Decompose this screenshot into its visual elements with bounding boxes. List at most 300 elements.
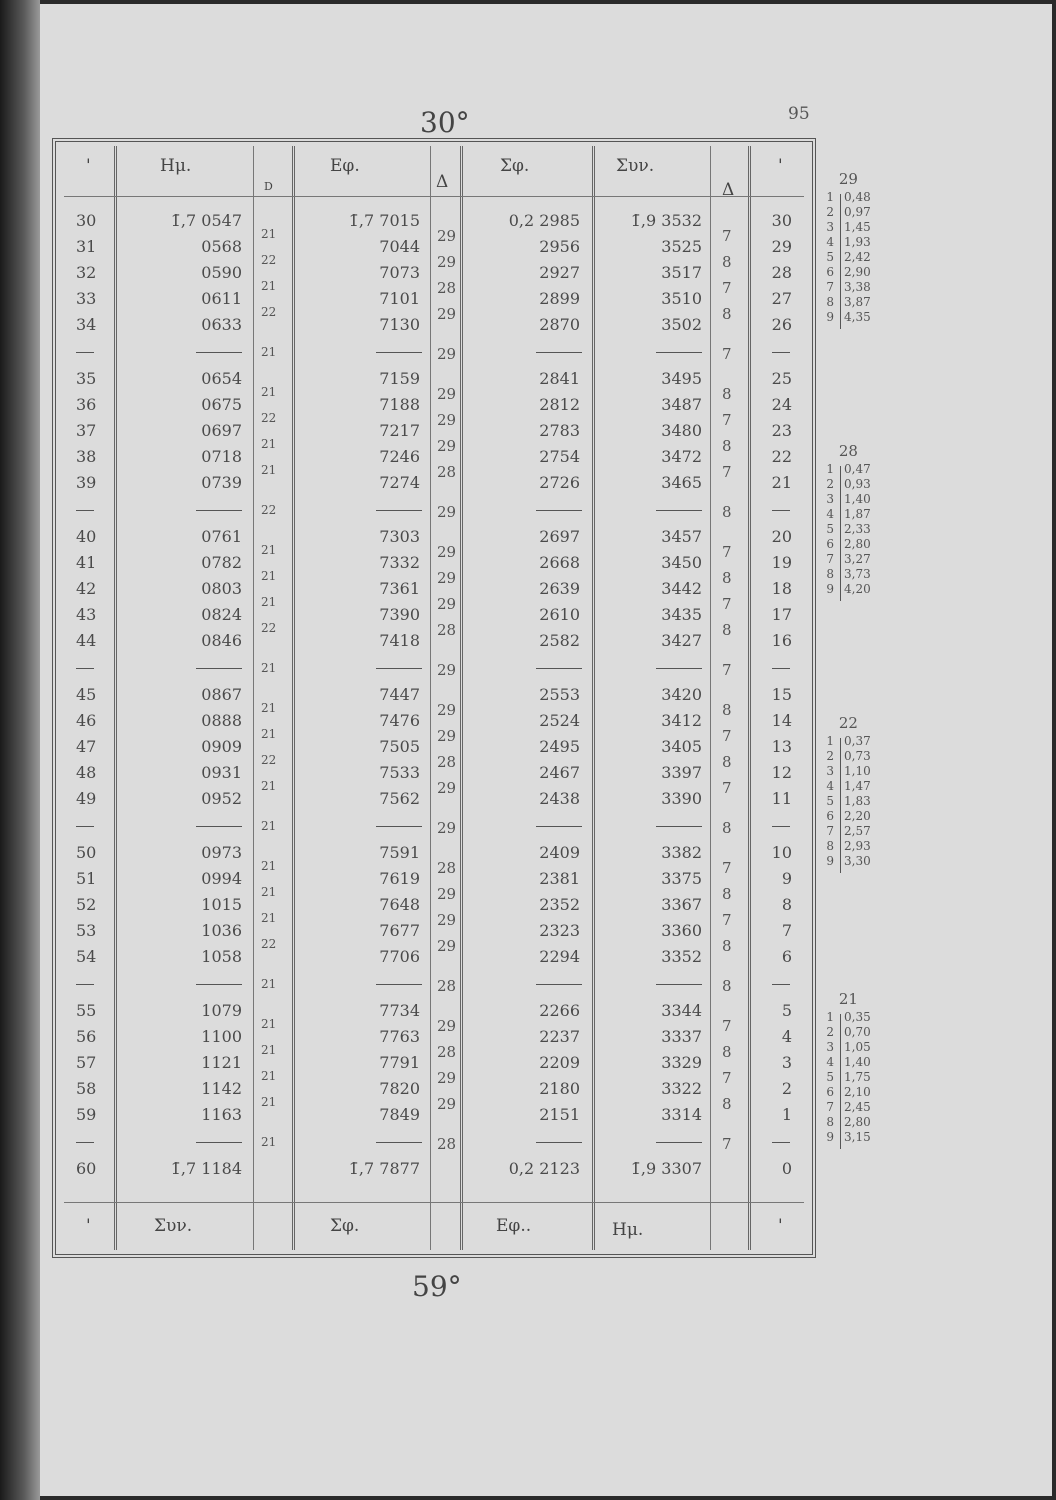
prop-index: 2 [826, 749, 834, 763]
table-row [56, 734, 812, 760]
cot-cell: 2899 [539, 289, 580, 308]
prop-row [826, 507, 871, 522]
tan-diff: 29 [437, 819, 457, 837]
tan-diff: 29 [437, 411, 457, 429]
tan-cell: 7361 [379, 579, 420, 598]
cos-diff: 8 [722, 569, 732, 587]
cos-cell: 3495 [661, 369, 702, 388]
minute-cell: 36 [76, 395, 97, 414]
sin-cell: 0697 [201, 421, 242, 440]
cos-cell: 1̄,9 3307 [630, 1159, 702, 1178]
minute-cell: 45 [76, 685, 97, 704]
cot-cell: 2841 [539, 369, 580, 388]
minute-cell: 47 [76, 737, 97, 756]
angle-bottom: 59° [412, 1270, 462, 1303]
cos-cell: 3382 [661, 843, 702, 862]
minute-right-cell: 11 [771, 789, 792, 808]
table-row [56, 602, 812, 628]
cos-cell: 3344 [661, 1001, 702, 1020]
prop-index: 2 [826, 205, 834, 219]
prop-value: 1,40 [844, 492, 871, 506]
table-row [56, 418, 812, 444]
min2-dash [772, 1142, 790, 1143]
prop-row [826, 190, 871, 205]
table-row [56, 576, 812, 602]
prop-index: 2 [826, 1025, 834, 1039]
tan-cell: 7820 [379, 1079, 420, 1098]
min2-dash [772, 826, 790, 827]
table-row [56, 998, 812, 1024]
cot-cell: 0,2 2985 [508, 211, 580, 230]
prop-value: 3,73 [844, 567, 871, 581]
sin-cell: 1079 [201, 1001, 242, 1020]
minute-cell: 40 [76, 527, 97, 546]
prop-index: 2 [826, 477, 834, 491]
prop-index: 8 [826, 567, 834, 581]
d-diff: 21 [261, 569, 277, 583]
cot-cell: 2726 [539, 473, 580, 492]
cos-cell: 3457 [661, 527, 702, 546]
d-diff: 22 [261, 621, 277, 635]
sin-cell: 0590 [201, 263, 242, 282]
min-dash [76, 984, 94, 985]
cot-cell: 2467 [539, 763, 580, 782]
tan-diff: 29 [437, 345, 457, 363]
table-row [56, 366, 812, 392]
tan-cell: 7505 [379, 737, 420, 756]
prop-index: 4 [826, 779, 834, 793]
tan-diff: 29 [437, 779, 457, 797]
cot-dash [536, 668, 582, 669]
prop-index: 3 [826, 492, 834, 506]
prop-table [826, 172, 871, 325]
minute-right-cell: 10 [771, 843, 792, 862]
prop-row [826, 794, 871, 809]
d-diff: 21 [261, 859, 277, 873]
d-diff: 21 [261, 385, 277, 399]
prop-index: 6 [826, 809, 834, 823]
prop-row [826, 749, 871, 764]
minute-right-cell: 8 [781, 895, 792, 914]
prop-index: 3 [826, 220, 834, 234]
table-row [56, 786, 812, 812]
cos-diff: 8 [722, 1095, 732, 1113]
tan-diff: 28 [437, 463, 457, 481]
tan-cell: 7648 [379, 895, 420, 914]
prop-index: 1 [826, 1010, 834, 1024]
prop-value: 0,73 [844, 749, 871, 763]
prop-index: 7 [826, 824, 834, 838]
tan-diff: 28 [437, 859, 457, 877]
prop-table [826, 716, 871, 869]
cos-dash [656, 510, 702, 511]
prop-row [826, 310, 871, 325]
table-row [56, 840, 812, 866]
tan-diff: 28 [437, 977, 457, 995]
table-row [56, 708, 812, 734]
footer-tan: Σφ. [330, 1216, 360, 1236]
tan-cell: 7619 [379, 869, 420, 888]
tan-cell: 7246 [379, 447, 420, 466]
sin-dash [196, 510, 242, 511]
tan-cell: 7791 [379, 1053, 420, 1072]
cos-diff: 7 [722, 661, 732, 679]
minute-cell: 48 [76, 763, 97, 782]
tan-dash [376, 510, 422, 511]
sin-cell: 1015 [201, 895, 242, 914]
cos-cell: 3390 [661, 789, 702, 808]
cot-cell: 2870 [539, 315, 580, 334]
sin-cell: 1121 [201, 1053, 242, 1072]
minute-right-cell: 1 [781, 1105, 792, 1124]
minute-right-cell: 23 [771, 421, 792, 440]
min2-dash [772, 510, 790, 511]
minute-right-cell: 30 [771, 211, 792, 230]
sin-cell: 0568 [201, 237, 242, 256]
prop-row [826, 1085, 871, 1100]
cot-cell: 2956 [539, 237, 580, 256]
sin-cell: 0888 [201, 711, 242, 730]
prop-value: 3,38 [844, 280, 871, 294]
minute-right-cell: 24 [771, 395, 792, 414]
min-dash [76, 1142, 94, 1143]
cos-diff: 8 [722, 437, 732, 455]
cos-diff: 8 [722, 753, 732, 771]
cot-cell: 2151 [539, 1105, 580, 1124]
cot-cell: 2294 [539, 947, 580, 966]
prop-row [826, 824, 871, 839]
prop-index: 7 [826, 280, 834, 294]
prop-index: 7 [826, 552, 834, 566]
minute-right-cell: 13 [771, 737, 792, 756]
tan-diff: 29 [437, 569, 457, 587]
tan-cell: 7274 [379, 473, 420, 492]
cos-cell: 3322 [661, 1079, 702, 1098]
prop-index: 4 [826, 1055, 834, 1069]
cos-cell: 3405 [661, 737, 702, 756]
tan-cell: 7188 [379, 395, 420, 414]
cos-diff: 8 [722, 701, 732, 719]
d-diff: 22 [261, 253, 277, 267]
cos-cell: 3360 [661, 921, 702, 940]
cos-cell: 3427 [661, 631, 702, 650]
d-diff: 22 [261, 305, 277, 319]
tan-cell: 7159 [379, 369, 420, 388]
prop-value: 0,48 [844, 190, 871, 204]
table-row [56, 1024, 812, 1050]
d-diff: 21 [261, 1135, 277, 1149]
tan-diff: 29 [437, 437, 457, 455]
header-tan: Εφ. [330, 156, 360, 176]
minute-right-cell: 6 [781, 947, 792, 966]
sin-dash [196, 1142, 242, 1143]
prop-value: 0,97 [844, 205, 871, 219]
prop-row [826, 779, 871, 794]
prop-row [826, 1130, 871, 1145]
header-delta2: Δ [722, 180, 735, 200]
prop-value: 0,35 [844, 1010, 871, 1024]
prop-value: 3,87 [844, 295, 871, 309]
cot-cell: 2495 [539, 737, 580, 756]
d-diff: 21 [261, 345, 277, 359]
minute-cell: 42 [76, 579, 97, 598]
prop-row [826, 1025, 871, 1040]
cot-cell: 2237 [539, 1027, 580, 1046]
d-diff: 21 [261, 595, 277, 609]
cos-cell: 3397 [661, 763, 702, 782]
footer-sin: Συν. [154, 1216, 193, 1236]
prop-value: 2,80 [844, 1115, 871, 1129]
prop-row [826, 295, 871, 310]
prop-index: 8 [826, 839, 834, 853]
table-row [56, 444, 812, 470]
cot-cell: 2323 [539, 921, 580, 940]
minute-right-cell: 27 [771, 289, 792, 308]
prop-value: 2,57 [844, 824, 871, 838]
d-diff: 21 [261, 1043, 277, 1057]
page-number: 95 [788, 104, 810, 124]
sin-cell: 0931 [201, 763, 242, 782]
prop-index: 1 [826, 462, 834, 476]
cos-cell: 3435 [661, 605, 702, 624]
d-diff: 21 [261, 1095, 277, 1109]
minute-right-cell: 9 [781, 869, 792, 888]
footer-min2: ' [778, 1216, 783, 1236]
tan-cell: 7591 [379, 843, 420, 862]
minute-cell: 30 [76, 211, 97, 230]
cot-cell: 2524 [539, 711, 580, 730]
header-sin: Ημ. [160, 156, 192, 176]
minute-cell: 60 [76, 1159, 97, 1178]
minute-right-cell: 0 [781, 1159, 792, 1178]
tan-dash [376, 984, 422, 985]
prop-index: 1 [826, 190, 834, 204]
table-row [56, 208, 812, 234]
cot-cell: 2438 [539, 789, 580, 808]
cos-diff: 7 [722, 911, 732, 929]
cot-dash [536, 826, 582, 827]
d-diff: 22 [261, 937, 277, 951]
prop-value: 1,10 [844, 764, 871, 778]
minute-right-cell: 26 [771, 315, 792, 334]
cos-diff: 7 [722, 727, 732, 745]
sin-cell: 0952 [201, 789, 242, 808]
table-row [56, 628, 812, 654]
cot-dash [536, 352, 582, 353]
prop-index: 8 [826, 295, 834, 309]
cos-diff: 7 [722, 345, 732, 363]
tan-cell: 7734 [379, 1001, 420, 1020]
cot-cell: 2266 [539, 1001, 580, 1020]
cos-cell: 3487 [661, 395, 702, 414]
minute-cell: 34 [76, 315, 97, 334]
footer-min: ' [86, 1216, 91, 1236]
tan-diff: 29 [437, 305, 457, 323]
prop-value: 2,33 [844, 522, 871, 536]
prop-index: 5 [826, 794, 834, 808]
minute-right-cell: 4 [781, 1027, 792, 1046]
tan-dash [376, 826, 422, 827]
prop-value: 3,27 [844, 552, 871, 566]
tan-diff: 29 [437, 661, 457, 679]
tan-cell: 7706 [379, 947, 420, 966]
prop-row [826, 235, 871, 250]
cos-cell: 3465 [661, 473, 702, 492]
cot-cell: 2180 [539, 1079, 580, 1098]
sin-cell: 0782 [201, 553, 242, 572]
cos-diff: 8 [722, 885, 732, 903]
cos-diff: 8 [722, 503, 732, 521]
min-dash [76, 826, 94, 827]
prop-value: 1,83 [844, 794, 871, 808]
minute-right-cell: 5 [781, 1001, 792, 1020]
prop-row [826, 567, 871, 582]
prop-index: 9 [826, 582, 834, 596]
minute-right-cell: 19 [771, 553, 792, 572]
cot-cell: 0,2 2123 [508, 1159, 580, 1178]
cos-cell: 3314 [661, 1105, 702, 1124]
prop-index: 9 [826, 854, 834, 868]
prop-row [826, 462, 871, 477]
cos-diff: 8 [722, 977, 732, 995]
tan-diff: 29 [437, 595, 457, 613]
prop-table-title: 29 [838, 170, 858, 188]
cos-cell: 3375 [661, 869, 702, 888]
prop-index: 3 [826, 1040, 834, 1054]
prop-row [826, 477, 871, 492]
prop-value: 2,93 [844, 839, 871, 853]
tan-cell: 7849 [379, 1105, 420, 1124]
cot-cell: 2209 [539, 1053, 580, 1072]
sin-cell: 0718 [201, 447, 242, 466]
prop-value: 3,15 [844, 1130, 871, 1144]
prop-index: 5 [826, 522, 834, 536]
cot-cell: 2668 [539, 553, 580, 572]
tan-diff: 28 [437, 621, 457, 639]
cos-diff: 8 [722, 937, 732, 955]
tan-diff: 29 [437, 885, 457, 903]
prop-value: 1,45 [844, 220, 871, 234]
prop-row [826, 1070, 871, 1085]
header-cot: Σφ. [500, 156, 530, 176]
prop-value: 3,30 [844, 854, 871, 868]
sin-cell: 0761 [201, 527, 242, 546]
trig-table [52, 138, 816, 1258]
tan-cell: 7073 [379, 263, 420, 282]
table-row [56, 1156, 812, 1182]
prop-row [826, 265, 871, 280]
minute-right-cell: 17 [771, 605, 792, 624]
cos-dash [656, 826, 702, 827]
sin-cell: 0633 [201, 315, 242, 334]
prop-row [826, 734, 871, 749]
prop-value: 1,87 [844, 507, 871, 521]
prop-value: 2,80 [844, 537, 871, 551]
minute-cell: 37 [76, 421, 97, 440]
sin-cell: 0909 [201, 737, 242, 756]
table-row [56, 470, 812, 496]
sin-cell: 0611 [201, 289, 242, 308]
cos-diff: 7 [722, 1017, 732, 1035]
prop-value: 2,45 [844, 1100, 871, 1114]
tan-diff: 29 [437, 543, 457, 561]
prop-row [826, 537, 871, 552]
prop-index: 9 [826, 310, 834, 324]
prop-index: 5 [826, 1070, 834, 1084]
prop-value: 1,93 [844, 235, 871, 249]
cos-diff: 8 [722, 1043, 732, 1061]
tan-cell: 7217 [379, 421, 420, 440]
prop-row [826, 809, 871, 824]
d-diff: 21 [261, 1069, 277, 1083]
prop-row [826, 205, 871, 220]
sin-cell: 1100 [201, 1027, 242, 1046]
tan-cell: 7763 [379, 1027, 420, 1046]
cos-diff: 7 [722, 227, 732, 245]
tan-cell: 7303 [379, 527, 420, 546]
sin-cell: 0675 [201, 395, 242, 414]
prop-row [826, 1040, 871, 1055]
table-row [56, 524, 812, 550]
prop-row [826, 280, 871, 295]
prop-value: 1,75 [844, 1070, 871, 1084]
tan-cell: 7418 [379, 631, 420, 650]
cot-cell: 2639 [539, 579, 580, 598]
prop-index: 6 [826, 537, 834, 551]
minute-right-cell: 21 [771, 473, 792, 492]
tan-diff: 29 [437, 727, 457, 745]
minute-cell: 53 [76, 921, 97, 940]
minute-cell: 58 [76, 1079, 97, 1098]
minute-right-cell: 14 [771, 711, 792, 730]
sin-cell: 1̄,7 1184 [170, 1159, 242, 1178]
d-diff: 21 [261, 701, 277, 715]
prop-value: 2,42 [844, 250, 871, 264]
prop-bar [840, 1014, 841, 1149]
minute-right-cell: 2 [781, 1079, 792, 1098]
cot-dash [536, 984, 582, 985]
sin-cell: 1142 [201, 1079, 242, 1098]
cos-cell: 3525 [661, 237, 702, 256]
cot-dash [536, 1142, 582, 1143]
minute-cell: 43 [76, 605, 97, 624]
min2-dash [772, 668, 790, 669]
d-diff: 21 [261, 819, 277, 833]
d-diff: 21 [261, 437, 277, 451]
tan-diff: 29 [437, 701, 457, 719]
prop-row [826, 1100, 871, 1115]
min2-dash [772, 352, 790, 353]
tan-diff: 29 [437, 385, 457, 403]
min-dash [76, 352, 94, 353]
prop-table-title: 21 [838, 990, 858, 1008]
d-diff: 21 [261, 1017, 277, 1031]
minute-cell: 38 [76, 447, 97, 466]
tan-cell: 1̄,7 7015 [348, 211, 420, 230]
table-row [56, 1076, 812, 1102]
tan-diff: 28 [437, 1135, 457, 1153]
tan-cell: 7533 [379, 763, 420, 782]
prop-value: 0,47 [844, 462, 871, 476]
minute-cell: 54 [76, 947, 97, 966]
prop-bar [840, 194, 841, 329]
prop-value: 1,40 [844, 1055, 871, 1069]
header-cos: Συν. [616, 156, 655, 176]
header-d: D [264, 180, 273, 193]
tan-dash [376, 668, 422, 669]
prop-value: 0,93 [844, 477, 871, 491]
tan-cell: 7130 [379, 315, 420, 334]
